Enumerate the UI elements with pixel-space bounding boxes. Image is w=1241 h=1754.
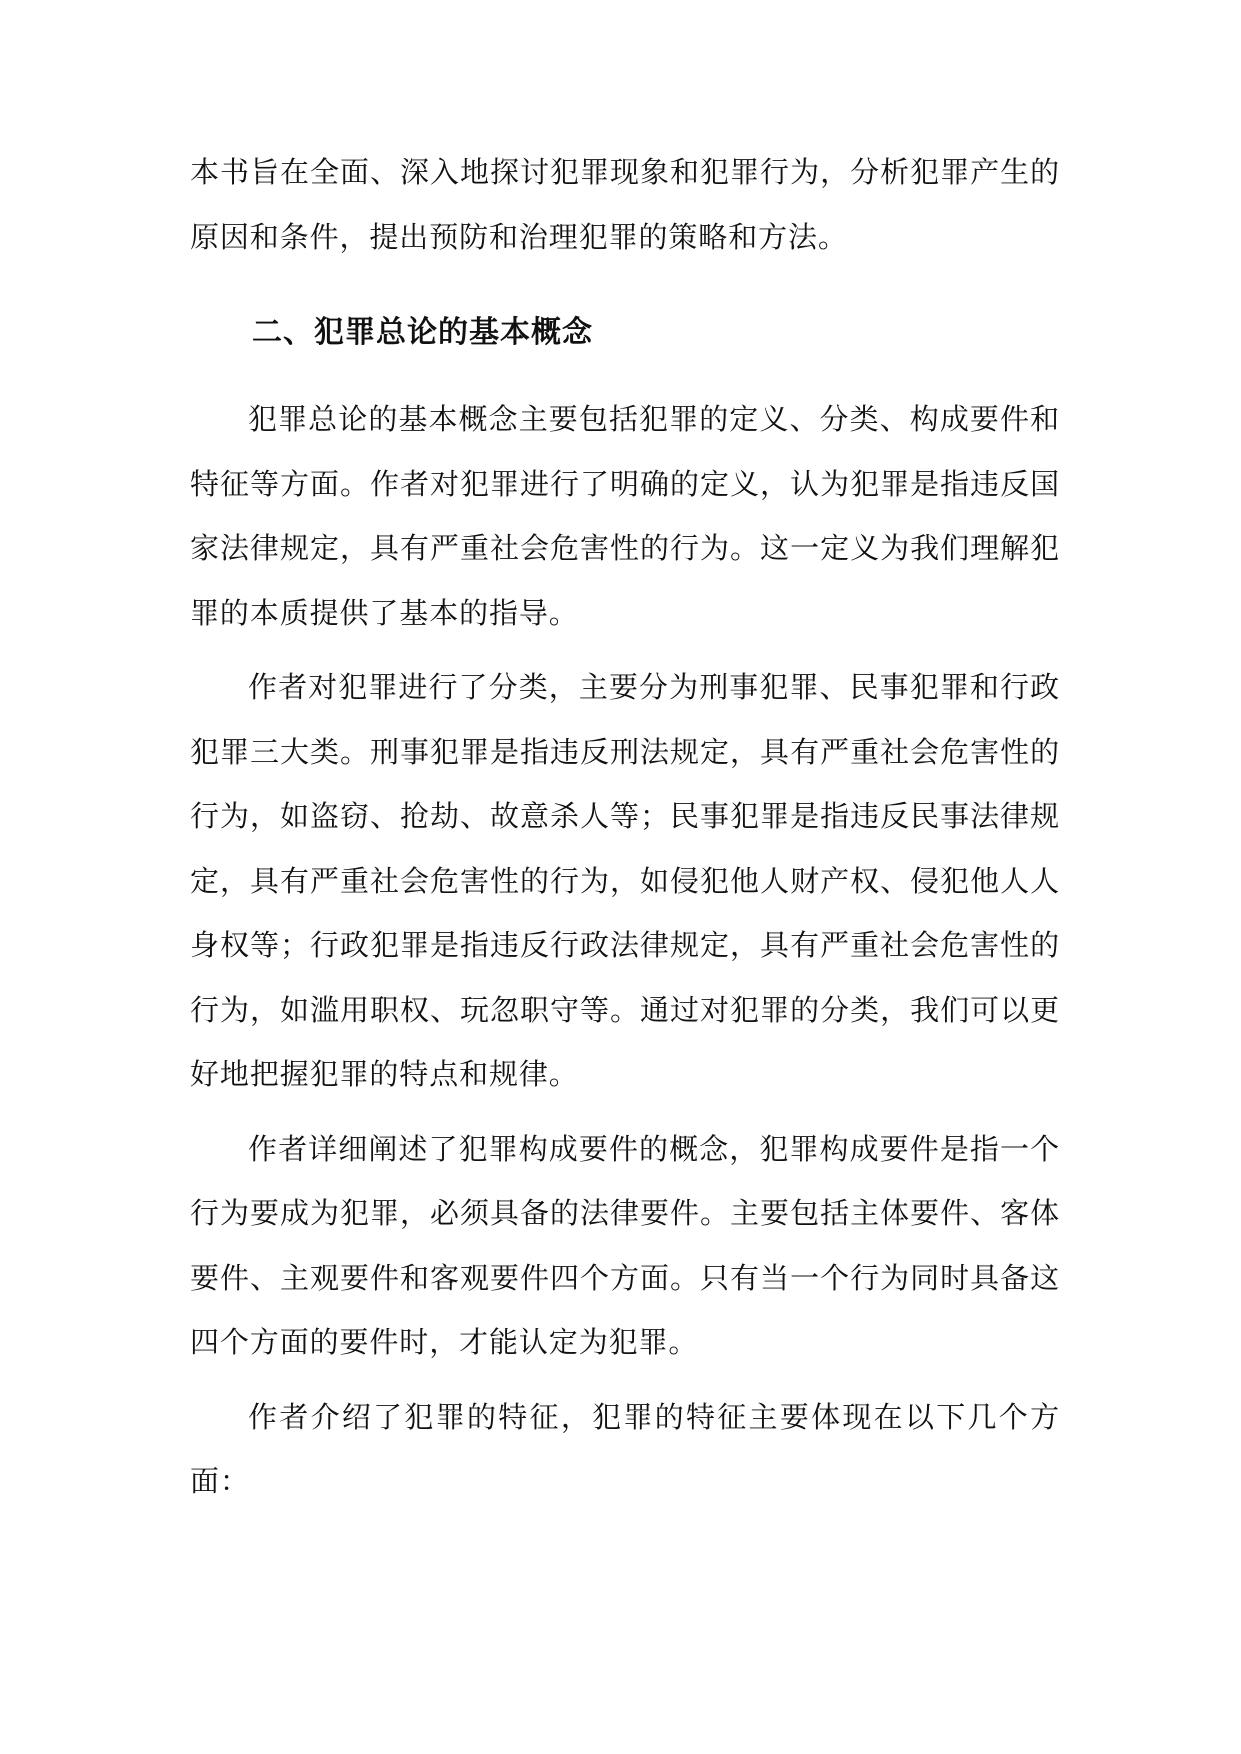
characteristics-paragraph: 作者介绍了犯罪的特征，犯罪的特征主要体现在以下几个方面： [190, 1399, 1060, 1498]
paragraph-gap [190, 1375, 1060, 1385]
definition-paragraph: 犯罪总论的基本概念主要包括犯罪的定义、分类、构成要件和特征等方面。作者对犯罪进行了明确的定义，认为犯罪是指违反国家法律规定，具有严重社会危害性的行为。这一定义为我们理解犯罪的本质提供了基本的指导。 [190, 402, 1060, 630]
classification-paragraph: 作者对犯罪进行了分类，主要分为刑事犯罪、民事犯罪和行政犯罪三大类。刑事犯罪是指违反刑法规定，具有严重社会危害性的行为，如盗窃、抢劫、故意杀人等；民事犯罪是指违反民事法律规定，具有严重社会危害性的行为，如侵犯他人财产权、侵犯他人人身权等；行政犯罪是指违反行政法律规定，具有严重社会危害性的行为，如滥用职权、玩忽职守等。通过对犯罪的分类，我们可以更好地把握犯罪的特点和规律。 [190, 670, 1060, 1091]
constituent-elements-paragraph: 作者详细阐述了犯罪构成要件的概念，犯罪构成要件是指一个行为要成为犯罪，必须具备的法律要件。主要包括主体要件、客体要件、主观要件和客观要件四个方面。只有当一个行为同时具备这四个方面的要件时，才能认定为犯罪。 [190, 1131, 1060, 1359]
paragraph-gap [190, 1107, 1060, 1117]
paragraph-gap [190, 645, 1060, 655]
document-body [190, 140, 1060, 1514]
section-heading: 二、犯罪总论的基本概念 [252, 315, 593, 350]
intro-paragraph: 本书旨在全面、深入地探讨犯罪现象和犯罪行为，分析犯罪产生的原因和条件，提出预防和治理犯罪的策略和方法。 [190, 155, 1060, 254]
